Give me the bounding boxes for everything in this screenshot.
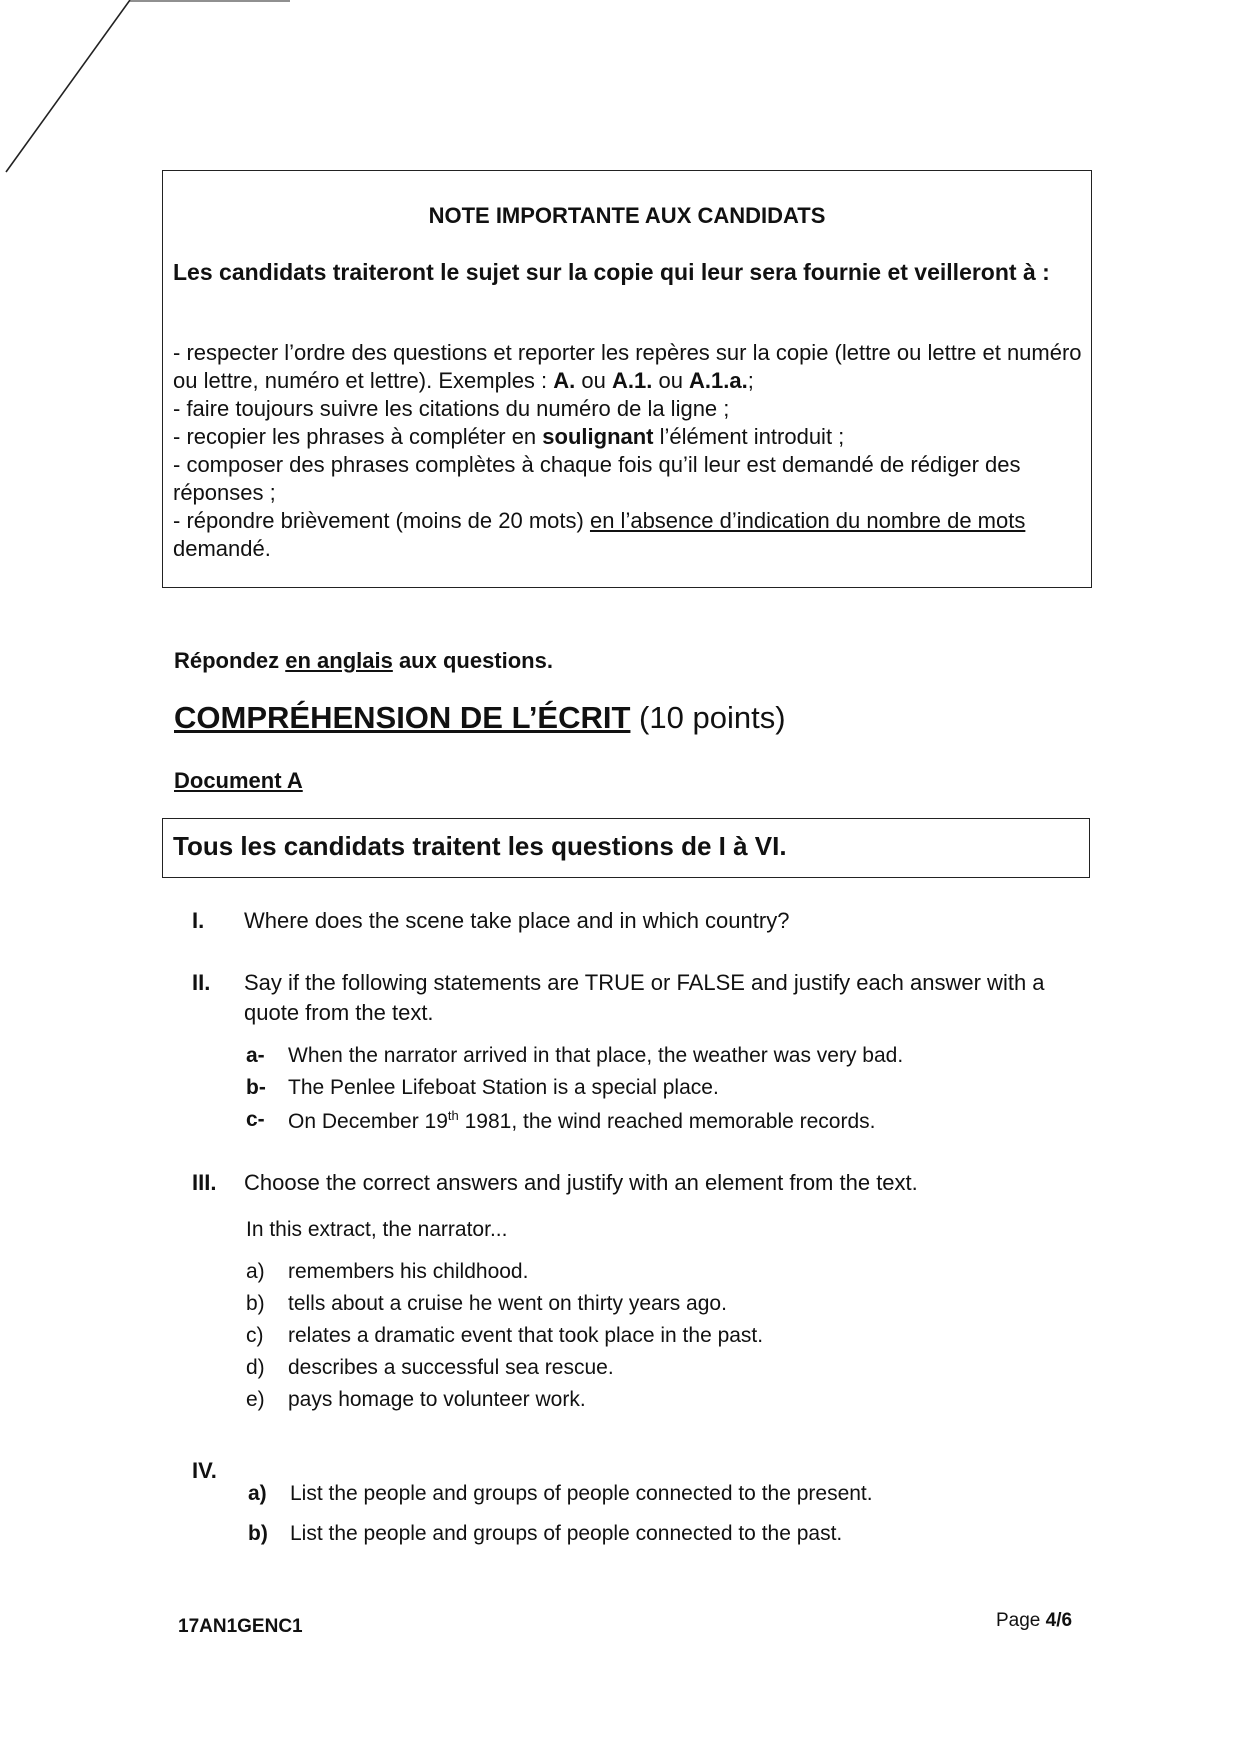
question-4 <box>192 1456 252 1486</box>
candidate-note-box <box>162 170 1092 588</box>
question-text: Say if the following statements are TRUE or FALSE and justify each answer with a quote from the text. <box>244 970 1045 1025</box>
all-candidates-text: Tous les candidats traitent les questions de I à VI. <box>173 831 787 861</box>
corner-scan-mark <box>0 0 300 180</box>
question-intro: In this extract, the narrator... <box>246 1218 508 1241</box>
rule-3: - recopier les phrases à compléter en soulignant l’élément introduit ; <box>173 424 845 449</box>
footer-page-number: Page 4/6 <box>996 1610 1073 1631</box>
question-text: Where does the scene take place and in which country? <box>244 908 790 933</box>
note-lead: Les candidats traiteront le sujet sur la copie qui leur sera fournie et veilleront à : <box>173 259 1050 285</box>
footer-subject-code: 17AN1GENC1 <box>178 1616 303 1637</box>
question-3 <box>192 1168 1092 1198</box>
question-number: I. <box>192 908 205 933</box>
question-text: Choose the correct answers and justify with an element from the text. <box>244 1170 918 1195</box>
rule-4: - composer des phrases complètes à chaque fois qu’il leur est demandé de rédiger des réponses ; <box>173 452 1021 505</box>
question-number: II. <box>192 970 211 995</box>
rule-5: - répondre brièvement (moins de 20 mots) en l’absence d’indication du nombre de mots demandé. <box>173 508 1026 561</box>
document-label: Document A <box>174 768 303 793</box>
question-number: IV. <box>192 1458 217 1483</box>
question-number: III. <box>192 1170 217 1195</box>
note-title: NOTE IMPORTANTE AUX CANDIDATS <box>428 203 826 228</box>
reply-instruction: Répondez en anglais aux questions. <box>174 648 553 673</box>
question-1 <box>192 906 1092 936</box>
rule-2: - faire toujours suivre les citations du numéro de la ligne ; <box>173 396 730 421</box>
section-title: COMPRÉHENSION DE L’ÉCRIT (10 points) <box>174 700 786 735</box>
note-rules <box>173 339 1083 563</box>
all-candidates-box <box>162 818 1090 878</box>
question-2 <box>192 968 1092 1028</box>
rule-1: - respecter l’ordre des questions et reporter les repères sur la copie (lettre ou lettre et numéro ou lettre, numéro et lettre). Exemples : A. ou A.1. ou A.1.a.; <box>173 340 1082 393</box>
